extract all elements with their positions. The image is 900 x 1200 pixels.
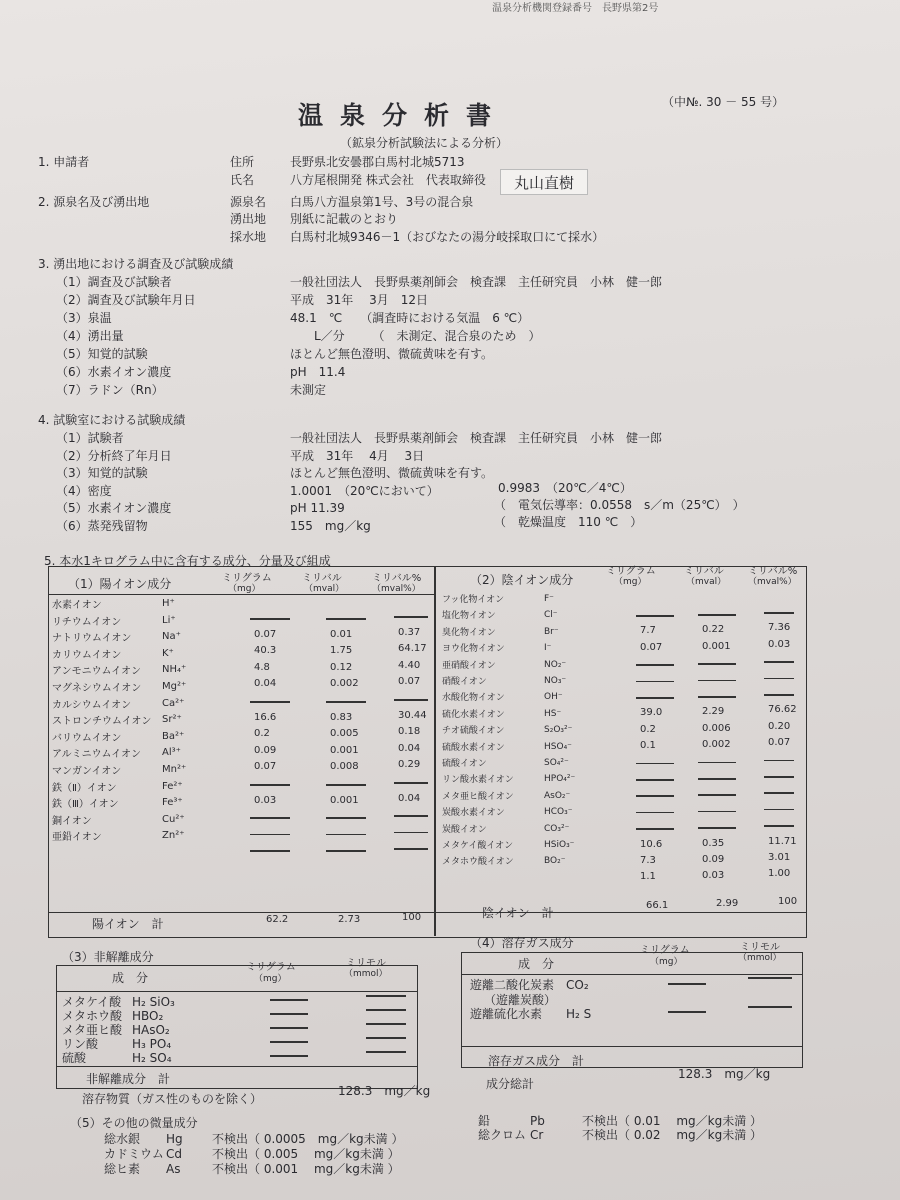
cation-header-rule — [48, 594, 434, 595]
anion-name: 硝酸イオン — [442, 677, 487, 687]
cation-symbol: Ba²⁺ — [162, 730, 185, 742]
anion-mval-dash — [698, 794, 736, 796]
cation-pct-dash — [394, 616, 428, 618]
co2-mmol-dash — [748, 977, 792, 979]
anion-symbol: CO₃²⁻ — [544, 823, 570, 834]
anion-symbol: NO₃⁻ — [544, 676, 567, 686]
s3-item-value: L／分 （ 未測定、混合泉のため ） — [290, 329, 541, 343]
non-dissociated-mg-header: ミリグラム — [246, 962, 296, 973]
anion-name: 塩化物イオン — [442, 611, 496, 622]
anion-pct-dash — [764, 678, 794, 680]
trace-name: 総ヒ素 — [104, 1162, 141, 1176]
s3-item-label: （3）泉温 — [56, 311, 112, 325]
cation-pct-dash — [394, 782, 428, 784]
non-dissociated-formula: H₂ SiO₃ — [132, 995, 175, 1009]
non-dissociated-mmol-dash — [366, 1023, 406, 1025]
anion-mg-dash — [636, 795, 674, 797]
cation-mval-unit: （mval） — [304, 584, 345, 594]
dissolved-gas-mg-unit: （mg） — [650, 957, 683, 967]
dissolved-gas-mg-header: ミリグラム — [640, 945, 690, 956]
applicant-name: 八方尾根開発 株式会社 代表取締役 — [290, 173, 486, 187]
non-dissociated-mg-dash — [270, 1013, 308, 1015]
anion-name: メタ亜ヒ酸イオン — [442, 791, 514, 802]
non-dissociated-mmol-dash — [366, 1037, 406, 1039]
anion-mg: 10.6 — [640, 838, 663, 850]
cation-pct-unit: （mval%） — [372, 584, 421, 594]
cation-name: カリウムイオン — [52, 649, 122, 661]
cation-pct: 0.04 — [398, 792, 421, 804]
cation-mg: 0.03 — [254, 794, 277, 806]
anion-pct-dash — [764, 760, 794, 762]
dissolved-matter-value: 128.3 mg／kg — [338, 1084, 431, 1098]
cation-mg: 0.09 — [254, 744, 277, 756]
drying-temperature: （ 乾燥温度 110 ℃ ） — [494, 515, 643, 529]
anion-total-label: 陰イオン 計 — [482, 906, 554, 920]
cation-symbol: Fe²⁺ — [162, 780, 183, 792]
s3-item-value: 一般社団法人 長野県薬剤師会 検査課 主任研究員 小林 健一郎 — [290, 275, 663, 289]
non-dissociated-name: メタケイ酸 — [62, 995, 122, 1009]
cation-total-pct: 100 — [402, 912, 422, 923]
cation-name: 水素イオン — [52, 600, 102, 611]
s3-item-label: （5）知覚的試験 — [56, 347, 148, 361]
cation-mval: 0.83 — [330, 711, 353, 723]
cation-pct-dash — [394, 832, 428, 834]
anion-pct: 7.36 — [768, 622, 791, 634]
s3-item-value: ほとんど無色澄明、微硫黄味を有す。 — [290, 347, 494, 361]
anion-mg-dash — [636, 697, 674, 699]
non-dissociated-formula: H₃ PO₄ — [132, 1037, 172, 1051]
dissolved-gas-total-label: 溶存ガス成分 計 — [488, 1054, 585, 1068]
non-dissociated-name: リン酸 — [62, 1037, 99, 1051]
cation-mg-dash — [250, 701, 290, 703]
cation-mval: 0.002 — [330, 678, 359, 690]
anion-pct-dash — [764, 661, 794, 663]
cation-pct: 0.29 — [398, 759, 421, 771]
free-h2s-label: 遊離硫化水素 H₂ S — [470, 1007, 592, 1021]
non-dissociated-mmol-dash — [366, 995, 406, 997]
s4-item-value: 一般社団法人 長野県薬剤師会 検査課 主任研究員 小林 健一郎 — [290, 431, 663, 445]
anion-mval-unit: （mval） — [686, 577, 727, 587]
anion-name: 水酸化物イオン — [442, 693, 505, 704]
anion-mval-dash — [698, 614, 736, 616]
trace-name: カドミウム — [104, 1147, 164, 1161]
anion-mg-dash — [636, 664, 674, 666]
anion-pct: 3.01 — [768, 852, 791, 863]
anion-name: 硫化水素イオン — [442, 709, 505, 720]
h2s-mg-dash — [668, 1011, 706, 1013]
anion-mval-dash — [698, 811, 736, 813]
anion-mg: 0.2 — [640, 723, 656, 735]
cation-symbol: Cu²⁺ — [162, 813, 185, 825]
free-co2-label: 遊離二酸化炭素 CO₂ — [470, 978, 589, 992]
non-dissociated-mg-unit: （mg） — [254, 974, 287, 984]
anion-mg-unit: （mg） — [614, 577, 647, 587]
anion-mg-dash — [636, 681, 674, 683]
anion-symbol: HSiO₃⁻ — [544, 840, 575, 850]
cation-total-mval: 2.73 — [338, 914, 361, 925]
anion-mval-header: ミリバル — [684, 566, 724, 577]
anion-name: 硫酸水素イオン — [442, 742, 505, 753]
anion-mval: 2.29 — [702, 706, 725, 718]
anion-pct-dash — [764, 612, 794, 614]
cation-pct: 30.44 — [398, 709, 427, 721]
anion-pct-unit: （mval%） — [748, 577, 797, 587]
trace-name: 総クロム — [478, 1128, 527, 1142]
cation-mval: 1.75 — [330, 645, 353, 657]
cation-pct: 0.04 — [398, 742, 421, 754]
anion-total-mval: 2.99 — [716, 898, 739, 909]
cation-symbol: NH₄⁺ — [162, 664, 187, 676]
cation-mval: 0.001 — [330, 794, 359, 806]
trace-symbol: As — [166, 1162, 181, 1176]
cation-symbol: Mn²⁺ — [162, 764, 187, 775]
cation-symbol: Na⁺ — [162, 631, 181, 643]
cation-name: ストロンチウムイオン — [52, 716, 152, 728]
anion-symbol: NO₂⁻ — [544, 659, 567, 670]
anion-mg-dash — [636, 812, 674, 814]
section-1-heading: 1. 申請者 — [38, 155, 90, 169]
cation-table-title: （1）陽イオン成分 — [68, 577, 172, 591]
cation-mg: 0.07 — [254, 628, 277, 640]
anion-symbol: Br⁻ — [544, 626, 559, 637]
dissolved-gas-header-rule — [461, 974, 802, 975]
cation-mval: 0.01 — [330, 628, 353, 640]
s4-item-label: （2）分析終了年月日 — [56, 448, 172, 463]
anion-pct: 0.03 — [768, 638, 791, 650]
anion-total-pct: 100 — [778, 896, 798, 907]
trace-symbol: Cr — [530, 1128, 544, 1142]
cation-pct: 0.07 — [398, 676, 421, 688]
anion-mg: 1.1 — [640, 871, 656, 883]
non-dissociated-name: 硫酸 — [62, 1051, 87, 1065]
dissolved-gas-title: （4）溶存ガス成分 — [470, 936, 574, 950]
non-dissociated-formula: HBO₂ — [132, 1009, 164, 1023]
cation-mg-unit: （mg） — [228, 584, 261, 594]
location-label: 湧出地 — [230, 212, 267, 226]
non-dissociated-component-header: 成 分 — [112, 971, 149, 985]
cation-pct: 0.18 — [398, 726, 421, 738]
co2-mg-dash — [668, 983, 706, 985]
cation-name: マンガンイオン — [52, 766, 122, 777]
dissolved-matter-label: 溶存物質（ガス性のものを除く） — [82, 1092, 263, 1106]
anion-mval-dash — [698, 778, 736, 780]
s4-item-value: 1.0001 （20℃において） — [290, 483, 439, 498]
anion-mg: 0.07 — [640, 641, 663, 653]
non-dissociated-total-rule — [56, 1066, 417, 1067]
s4-item-value: 155 mg／kg — [290, 518, 371, 533]
cation-mg-dash — [250, 618, 290, 620]
dissolved-gas-mmol-header: ミリモル — [740, 942, 780, 953]
cation-mval: 0.008 — [330, 761, 359, 773]
anion-pct: 1.00 — [768, 868, 791, 880]
trace-name: 総水銀 — [104, 1132, 141, 1146]
cation-mg: 0.07 — [254, 761, 277, 773]
s3-item-label: （4）湧出量 — [56, 329, 124, 343]
cation-pct: 0.37 — [398, 626, 421, 638]
anion-mval-dash — [698, 663, 736, 665]
density-20-4: 0.9983 （20℃／4℃） — [498, 481, 632, 495]
anion-symbol: HCO₃⁻ — [544, 807, 573, 818]
anion-name: 硫酸イオン — [442, 759, 487, 769]
anion-pct-dash — [764, 809, 794, 811]
cation-mg: 0.04 — [254, 678, 277, 690]
document-title: 温泉分析書 — [298, 101, 509, 130]
address-label: 住所 — [230, 155, 255, 169]
cation-mval-dash — [326, 850, 366, 852]
anion-symbol: I⁻ — [544, 643, 552, 654]
dissolved-gas-component-header: 成 分 — [518, 957, 555, 971]
source-value: 白馬八方温泉第1号、3号の混合泉 — [290, 195, 474, 209]
anion-symbol: F⁻ — [544, 594, 554, 604]
anion-pct-dash — [764, 694, 794, 696]
sampling-label: 採水地 — [230, 230, 267, 244]
location-value: 別紙に記載のとおり — [290, 212, 399, 226]
cation-name: アンモニウムイオン — [52, 666, 141, 678]
cation-pct-dash — [394, 699, 428, 701]
anion-pct: 76.62 — [768, 704, 797, 716]
s3-item-label: （7）ラドン（Rn） — [56, 383, 164, 397]
address-value: 長野県北安曇郡白馬村北城5713 — [290, 155, 465, 169]
anion-mg-dash — [636, 615, 674, 617]
anion-mval: 0.002 — [702, 739, 731, 751]
cation-name: 鉄（Ⅱ）イオン — [52, 782, 117, 794]
trace-symbol: Cd — [166, 1147, 182, 1161]
cation-symbol: Al³⁺ — [162, 747, 181, 759]
s4-item-label: （5）水素イオン濃度 — [56, 501, 172, 515]
anion-name: フッ化物イオン — [442, 595, 505, 605]
h2s-mmol-dash — [748, 1006, 792, 1008]
cation-mval-dash — [326, 618, 366, 620]
cation-name: マグネシウムイオン — [52, 683, 142, 694]
anion-mg: 39.0 — [640, 707, 663, 719]
anion-mg-dash — [636, 763, 674, 765]
s3-item-value: pH 11.4 — [290, 365, 346, 379]
conductivity: （ 電気伝導率：0.0558 s／m（25℃） ） — [494, 498, 745, 512]
anion-mval: 0.006 — [702, 722, 731, 734]
anion-mval-dash — [698, 696, 736, 698]
anion-symbol: AsO₂⁻ — [544, 790, 571, 801]
anion-mval: 0.22 — [702, 624, 725, 636]
non-dissociated-mmol-header: ミリモル — [346, 958, 386, 969]
anion-pct: 11.71 — [768, 835, 797, 847]
cation-mg-header: ミリグラム — [222, 573, 272, 584]
s4-item-value: pH 11.39 — [290, 501, 345, 515]
cation-mg-dash — [250, 850, 290, 852]
trace-value: 不検出（ 0.01 mg／kg未満 ） — [582, 1114, 763, 1128]
cation-pct-header: ミリバル% — [372, 573, 422, 584]
cation-total-mg: 62.2 — [266, 914, 289, 925]
cation-name: カルシウムイオン — [52, 699, 132, 711]
anion-pct: 0.07 — [768, 737, 791, 749]
anion-table-title: （2）陰イオン成分 — [470, 573, 574, 587]
anion-name: メタホウ酸イオン — [442, 857, 514, 868]
anion-mval-dash — [698, 680, 736, 682]
cation-mval: 0.005 — [330, 728, 359, 740]
anion-name: ヨウ化物イオン — [442, 644, 505, 655]
anion-pct-dash — [764, 776, 794, 778]
dissolved-gas-total-rule — [461, 1046, 802, 1047]
anion-mval: 0.35 — [702, 837, 725, 849]
anion-symbol: HPO₄²⁻ — [544, 774, 576, 785]
anion-pct: 0.20 — [768, 720, 791, 732]
cation-total-label: 陽イオン 計 — [92, 917, 164, 931]
cation-mg: 40.3 — [254, 645, 277, 657]
anion-mg: 0.1 — [640, 740, 656, 752]
anion-pct-dash — [764, 825, 794, 827]
anion-pct-header: ミリバル% — [748, 566, 798, 577]
cation-name: 銅イオン — [52, 815, 92, 827]
anion-symbol: Cl⁻ — [544, 610, 558, 621]
anion-mg-dash — [636, 779, 674, 781]
document-number: （中№. 30 － 55 号） — [662, 95, 785, 109]
ion-table-divider — [434, 566, 436, 936]
anion-mg-header: ミリグラム — [606, 566, 656, 577]
trace-symbol: Pb — [530, 1114, 545, 1128]
cation-mval-header: ミリバル — [302, 573, 342, 584]
cation-pct-dash — [394, 815, 428, 817]
non-dissociated-mg-dash — [270, 1041, 308, 1043]
non-dissociated-header-rule — [56, 991, 417, 992]
grand-total-label: 成分総計 — [486, 1077, 535, 1091]
sampling-value: 白馬村北城9346－1（おびなたの湯分岐採取口にて採水） — [290, 230, 605, 244]
trace-symbol: Hg — [166, 1132, 183, 1146]
s4-item-label: （3）知覚的試験 — [56, 466, 148, 480]
anion-name: 亜硝酸イオン — [442, 660, 496, 671]
anion-symbol: SO₄²⁻ — [544, 758, 569, 768]
non-dissociated-formula: HAsO₂ — [132, 1023, 170, 1037]
cation-mg: 16.6 — [254, 711, 277, 723]
cation-mval: 0.12 — [330, 661, 353, 673]
non-dissociated-mg-dash — [270, 1055, 308, 1057]
anion-name: 炭酸水素イオン — [442, 808, 505, 819]
cation-pct: 4.40 — [398, 659, 421, 671]
cation-mval-dash — [326, 784, 366, 786]
representative-name: 丸山直樹 — [500, 169, 588, 195]
anion-symbol: BO₂⁻ — [544, 856, 566, 867]
anion-name: リン酸水素イオン — [442, 775, 514, 786]
grand-total-value: 128.3 mg／kg — [678, 1067, 771, 1081]
section-4-heading: 4. 試験室における試験成績 — [38, 413, 186, 427]
s3-item-label: （1）調査及び試験者 — [56, 275, 172, 289]
anion-mval-dash — [698, 827, 736, 829]
section-5-heading: 5. 本水1キログラム中に含有する成分、分量及び組成 — [44, 554, 331, 568]
anion-name: 炭酸イオン — [442, 824, 487, 835]
anion-name: メタケイ酸イオン — [442, 841, 514, 851]
trace-value: 不検出（ 0.02 mg／kg未満 ） — [582, 1128, 763, 1142]
trace-components-title: （5）その他の微量成分 — [70, 1116, 198, 1130]
anion-symbol: HSO₄⁻ — [544, 741, 572, 752]
anion-pct-dash — [764, 792, 794, 794]
s3-item-value: 平成 31年 3月 12日 — [290, 293, 428, 307]
cation-name: アルミニウムイオン — [52, 749, 141, 761]
cation-pct: 64.17 — [398, 643, 427, 655]
anion-name: 臭化物イオン — [442, 627, 496, 638]
cation-mval-dash — [326, 817, 366, 819]
trace-value: 不検出（ 0.0005 mg／kg未満 ） — [212, 1132, 404, 1146]
non-dissociated-name: メタホウ酸 — [62, 1009, 123, 1023]
cation-pct-dash — [394, 848, 428, 850]
non-dissociated-name: メタ亜ヒ酸 — [62, 1023, 123, 1037]
cation-mg-dash — [250, 784, 290, 786]
name-label: 氏名 — [230, 173, 255, 187]
non-dissociated-mmol-dash — [366, 1051, 406, 1053]
ion-total-rule — [48, 912, 806, 913]
anion-symbol: HS⁻ — [544, 708, 562, 719]
anion-symbol: OH⁻ — [544, 692, 563, 703]
s4-item-label: （4）密度 — [56, 483, 112, 498]
trace-value: 不検出（ 0.001 mg／kg未満 ） — [212, 1162, 400, 1176]
anion-mval: 0.09 — [702, 854, 725, 865]
trace-value: 不検出（ 0.005 mg／kg未満 ） — [212, 1147, 400, 1161]
cation-mg-dash — [250, 834, 290, 836]
s4-item-value: 平成 31年 4月 3日 — [290, 448, 425, 463]
cation-mg-dash — [250, 817, 290, 819]
cation-mval: 0.001 — [330, 744, 359, 756]
s3-item-label: （2）調査及び試験年月日 — [56, 293, 196, 307]
section-3-heading: 3. 湧出地における調査及び試験成績 — [38, 257, 234, 271]
cation-name: バリウムイオン — [52, 732, 122, 744]
cation-name: 亜鉛イオン — [52, 832, 102, 844]
document-subtitle: （鉱泉分析試験法による分析） — [340, 136, 509, 150]
non-dissociated-mmol-unit: （mmol） — [344, 969, 388, 979]
anion-mval-dash — [698, 762, 736, 764]
cation-mg: 0.2 — [254, 728, 270, 740]
anion-mg: 7.7 — [640, 625, 656, 637]
s4-item-label: （1）試験者 — [56, 431, 124, 445]
non-dissociated-title: （3）非解離成分 — [62, 950, 154, 964]
non-dissociated-mg-dash — [270, 999, 308, 1001]
dissolved-gas-mmol-unit: （mmol） — [738, 953, 782, 963]
section-2-heading: 2. 源泉名及び湧出地 — [38, 195, 150, 209]
cation-mg: 4.8 — [254, 661, 270, 673]
anion-mval: 0.03 — [702, 870, 725, 882]
s3-item-value: 未測定 — [290, 383, 327, 397]
anion-name: チオ硫酸イオン — [442, 726, 505, 737]
cation-name: リチウムイオン — [52, 616, 122, 628]
cation-name: ナトリウムイオン — [52, 633, 132, 645]
anion-total-mg: 66.1 — [646, 900, 669, 911]
cation-mval-dash — [326, 701, 366, 703]
non-dissociated-mg-dash — [270, 1027, 308, 1029]
s4-item-label: （6）蒸発残留物 — [56, 518, 148, 533]
cation-symbol: Fe³⁺ — [162, 797, 183, 809]
cation-symbol: Li⁺ — [162, 614, 176, 626]
cation-symbol: Ca²⁺ — [162, 697, 185, 709]
cation-name: 鉄（Ⅲ）イオン — [52, 799, 119, 811]
anion-mval: 0.001 — [702, 640, 731, 652]
cation-symbol: K⁺ — [162, 647, 174, 659]
anion-mg-dash — [636, 828, 674, 830]
anion-symbol: S₂O₃²⁻ — [544, 725, 573, 736]
anion-mg: 7.3 — [640, 855, 656, 866]
cation-symbol: Mg²⁺ — [162, 681, 187, 692]
s3-item-label: （6）水素イオン濃度 — [56, 365, 172, 379]
registration-number: 温泉分析機関登録番号 長野県第2号 — [492, 3, 659, 14]
non-dissociated-total-label: 非解離成分 計 — [86, 1072, 171, 1086]
trace-name: 鉛 — [478, 1114, 491, 1128]
s4-item-value: ほとんど無色澄明、微硫黄味を有す。 — [290, 466, 494, 480]
non-dissociated-formula: H₂ SO₄ — [132, 1051, 172, 1065]
source-label: 源泉名 — [230, 195, 267, 209]
cation-symbol: Sr²⁺ — [162, 714, 182, 726]
non-dissociated-mmol-dash — [366, 1009, 406, 1011]
cation-symbol: H⁺ — [162, 598, 175, 609]
cation-symbol: Zn²⁺ — [162, 830, 185, 842]
s3-item-value: 48.1 ℃ （調査時における気温 6 ℃） — [290, 311, 530, 325]
cation-mval-dash — [326, 834, 366, 836]
free-carbonic-acid-label: （遊離炭酸） — [484, 993, 557, 1007]
